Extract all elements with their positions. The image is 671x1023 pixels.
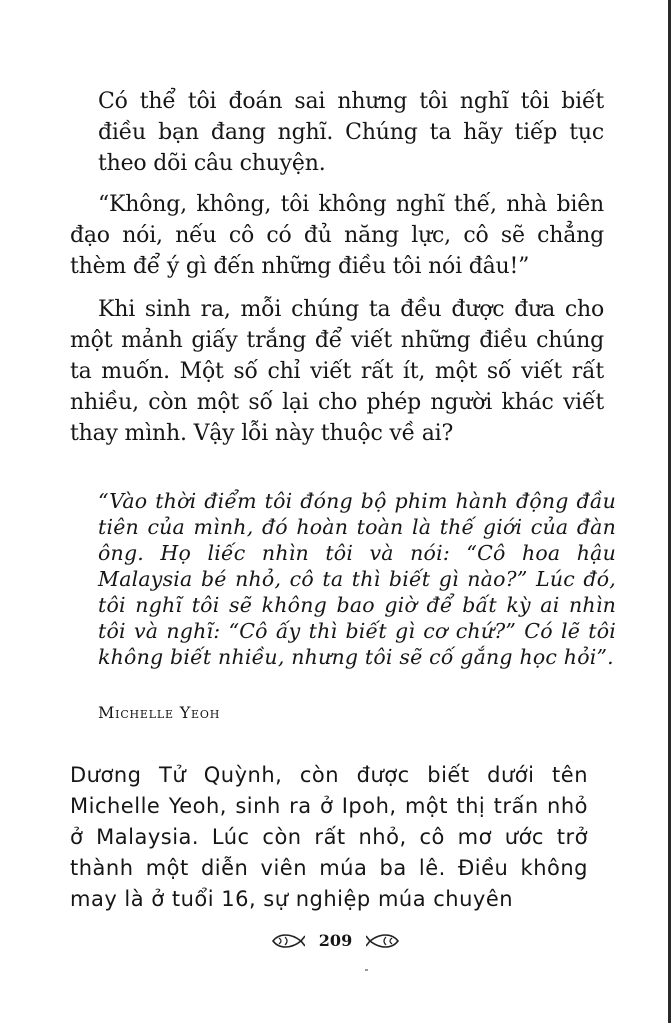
fish-ornament-right-icon	[366, 930, 400, 949]
fish-ornament-left-icon	[271, 930, 311, 949]
paragraph-biography: Dương Tử Quỳnh, còn được biết dưới tên Michelle Yeoh, sinh ra ở Ipoh, một thị trấn nhỏ ở Malaysia. Lúc còn rất nhỏ, cô mơ ước trở thành một diễn viên múa ba lê. Điều không may là ở tuổi 16, sự nghiệp múa chuyên	[70, 763, 588, 911]
paragraph-blank-paper: Khi sinh ra, mỗi chúng ta đều được đưa cho một mảnh giấy trắng để viết những điều chúng ta muốn. Một số chỉ viết rất ít, một số viết rất nhiều, còn một số lại cho phép người khác viết thay mình. Vậy lỗi này thuộc về ai?	[70, 297, 604, 446]
print-speck	[365, 969, 368, 971]
epigraph-author: Michelle Yeoh	[98, 703, 221, 722]
page-number: 209	[318, 931, 353, 950]
page-footer	[0, 930, 671, 950]
paragraph-intro: Có thể tôi đoán sai nhưng tôi nghĩ tôi biết điều bạn đang nghĩ. Chúng ta hãy tiếp tục theo dõi câu chuyện.	[98, 89, 604, 176]
epigraph-quote: “Vào thời điểm tôi đóng bộ phim hành động đầu tiên của mình, đó hoàn toàn là thế giới của đàn ông. Họ liếc nhìn tôi và nói: “Cô hoa hậu Malaysia bé nhỏ, cô ta thì biết gì nào?” Lúc đó, tôi nghĩ tôi sẽ không bao giờ để bất kỳ ai nhìn tôi và nghĩ: “Cô ấy thì biết gì cơ chứ?” Có lẽ tôi không biết nhiều, nhưng tôi sẽ cố gắng học hỏi”.	[98, 489, 616, 669]
paragraph-choreographer-quote: “Không, không, tôi không nghĩ thế, nhà biên đạo nói, nếu cô có đủ năng lực, cô sẽ chẳng thèm để ý gì đến những điều tôi nói đâu!”	[70, 192, 604, 279]
